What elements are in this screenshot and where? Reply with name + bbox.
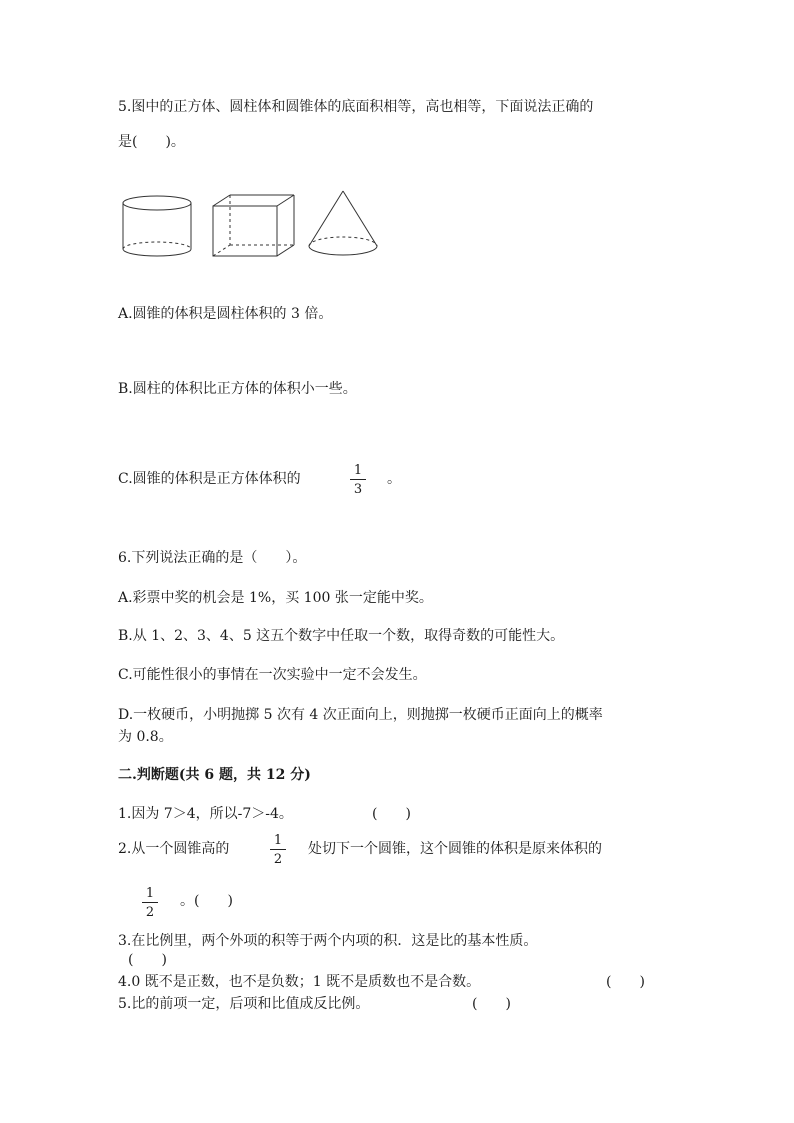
fraction-bar <box>142 902 158 903</box>
section-title: 二.判断题(共 6 题，共 12 分) <box>118 767 311 783</box>
cylinder-icon <box>120 192 196 260</box>
q5-option-c-fraction <box>350 463 366 497</box>
q5-option-a: A.圆锥的体积是圆柱体积的 3 倍。 <box>118 306 333 322</box>
q6-option-a: A.彩票中奖的机会是 1%，买 100 张一定能中奖。 <box>118 590 433 606</box>
judge-5-text: 5.比的前项一定，后项和比值成反比例。 <box>118 996 370 1012</box>
q5-option-b: B.圆柱的体积比正方体的体积小一些。 <box>118 381 357 397</box>
q5-option-c-prefix: C.圆锥的体积是正方体体积的 <box>118 471 301 487</box>
fraction-numerator: 1 <box>145 886 155 901</box>
judge-3-text: 3.在比例里，两个外项的积等于两个内项的积．这是比的基本性质。 <box>118 933 538 949</box>
fraction-denominator: 2 <box>273 852 283 867</box>
fraction-denominator: 3 <box>353 482 363 497</box>
cube-icon <box>210 192 300 260</box>
q6-option-d-line2: 为 0.8。 <box>118 729 173 745</box>
judge-4-text: 4.0 既不是正数，也不是负数；1 既不是质数也不是合数。 <box>118 974 481 990</box>
cone-icon <box>305 188 381 260</box>
q5-stem-line2: 是( )。 <box>118 134 185 150</box>
q5-stem-line1: 5.图中的正方体、圆柱体和圆锥体的底面积相等，高也相等，下面说法正确的 <box>118 99 594 115</box>
judge-2-prefix: 2.从一个圆锥高的 <box>118 841 230 857</box>
judge-2-fraction <box>270 833 286 867</box>
q6-option-c: C.可能性很小的事情在一次实验中一定不会发生。 <box>118 667 427 683</box>
fraction-bar <box>350 479 366 480</box>
fraction-denominator: 2 <box>145 905 155 920</box>
judge-4-answer-paren: ( ) <box>606 974 645 990</box>
judge-1-text: 1.因为 7＞4，所以-7＞-4。 <box>118 806 293 822</box>
q6-option-d-line1: D.一枚硬币，小明抛掷 5 次有 4 次正面向上，则抛掷一枚硬币正面向上的概率 <box>118 707 603 723</box>
fraction-bar <box>270 849 286 850</box>
judge-2-suffix: 处切下一个圆锥，这个圆锥的体积是原来体积的 <box>308 841 602 857</box>
judge-2-line2-suffix: 。( ) <box>180 893 233 909</box>
judge-5-answer-paren: ( ) <box>472 996 511 1012</box>
q5-option-c-suffix: 。 <box>387 471 401 487</box>
judge-3-answer-paren: ( ) <box>128 952 167 968</box>
judge-2-line2-fraction <box>142 886 158 920</box>
fraction-numerator: 1 <box>273 833 283 848</box>
q6-stem: 6.下列说法正确的是（ ）。 <box>118 550 307 566</box>
fraction-numerator: 1 <box>353 463 363 478</box>
q6-option-b: B.从 1、2、3、4、5 这五个数字中任取一个数，取得奇数的可能性大。 <box>118 628 565 644</box>
judge-1-answer-paren: ( ) <box>372 806 411 822</box>
